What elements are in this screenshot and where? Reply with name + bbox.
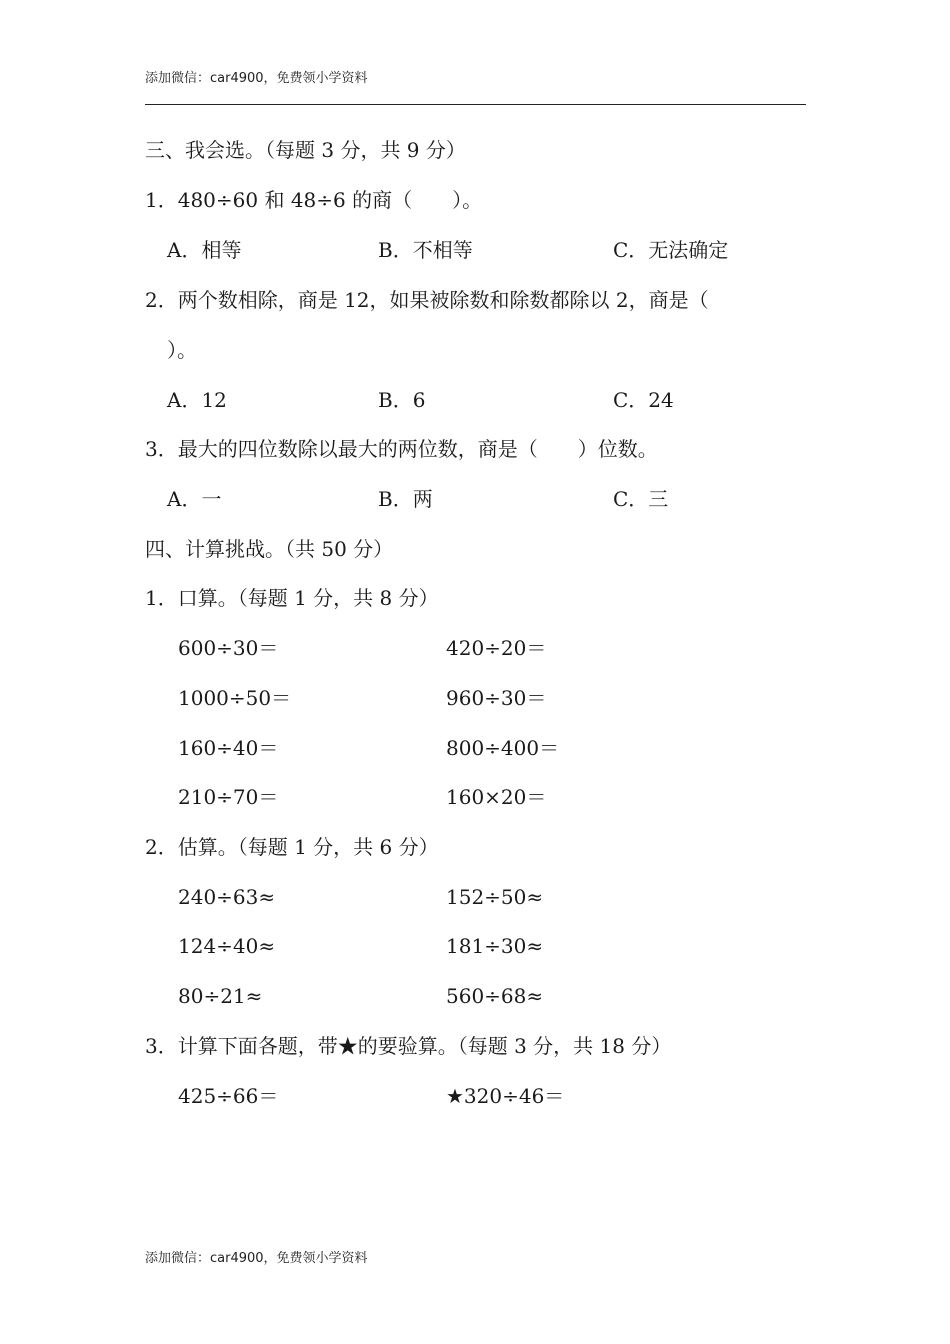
estimate-item: 124÷40≈ xyxy=(178,934,276,958)
question-3-option-c: C．三 xyxy=(613,487,669,511)
page-footer: 添加微信：car4900，免费领小学资料 xyxy=(145,1251,368,1266)
oral-calc-item: 160×20＝ xyxy=(446,785,547,809)
oral-calc-item: 960÷30＝ xyxy=(446,686,547,710)
question-1-option-c: C．无法确定 xyxy=(613,238,729,262)
estimate-item: 181÷30≈ xyxy=(446,934,544,958)
estimate-item: 152÷50≈ xyxy=(446,885,544,909)
question-3-option-a: A．一 xyxy=(167,487,222,511)
question-2-option-b: B．6 xyxy=(378,388,426,412)
part-1-title: 1．口算。（每题 1 分，共 8 分） xyxy=(145,586,439,610)
oral-calc-item: 1000÷50＝ xyxy=(178,686,292,710)
question-2-stem: 2．两个数相除，商是 12，如果被除数和除数都除以 2，商是（ xyxy=(145,288,709,312)
question-3-stem: 3．最大的四位数除以最大的两位数，商是（ ）位数。 xyxy=(145,437,658,461)
question-1-stem: 1．480÷60 和 48÷6 的商（ ）。 xyxy=(145,188,483,212)
page-header: 添加微信：car4900，免费领小学资料 xyxy=(145,71,368,86)
question-1-option-a: A．相等 xyxy=(167,238,242,262)
calc-item: ★320÷46＝ xyxy=(446,1084,565,1108)
part-2-title: 2．估算。（每题 1 分，共 6 分） xyxy=(145,835,439,859)
estimate-item: 560÷68≈ xyxy=(446,984,544,1008)
question-2-option-c: C．24 xyxy=(613,388,674,412)
oral-calc-item: 800÷400＝ xyxy=(446,736,560,760)
section-3-title: 三、我会选。（每题 3 分，共 9 分） xyxy=(145,138,466,162)
oral-calc-item: 210÷70＝ xyxy=(178,785,279,809)
estimate-item: 80÷21≈ xyxy=(178,984,263,1008)
oral-calc-item: 420÷20＝ xyxy=(446,636,547,660)
oral-calc-item: 600÷30＝ xyxy=(178,636,279,660)
question-2-option-a: A．12 xyxy=(167,388,227,412)
question-2-stem-cont: ）。 xyxy=(167,338,197,362)
oral-calc-item: 160÷40＝ xyxy=(178,736,279,760)
question-3-option-b: B．两 xyxy=(378,487,433,511)
estimate-item: 240÷63≈ xyxy=(178,885,276,909)
question-1-option-b: B．不相等 xyxy=(378,238,473,262)
section-4-title: 四、计算挑战。（共 50 分） xyxy=(145,537,394,561)
part-3-title: 3．计算下面各题，带★的要验算。（每题 3 分，共 18 分） xyxy=(145,1034,672,1058)
header-divider xyxy=(145,104,806,105)
calc-item: 425÷66＝ xyxy=(178,1084,279,1108)
